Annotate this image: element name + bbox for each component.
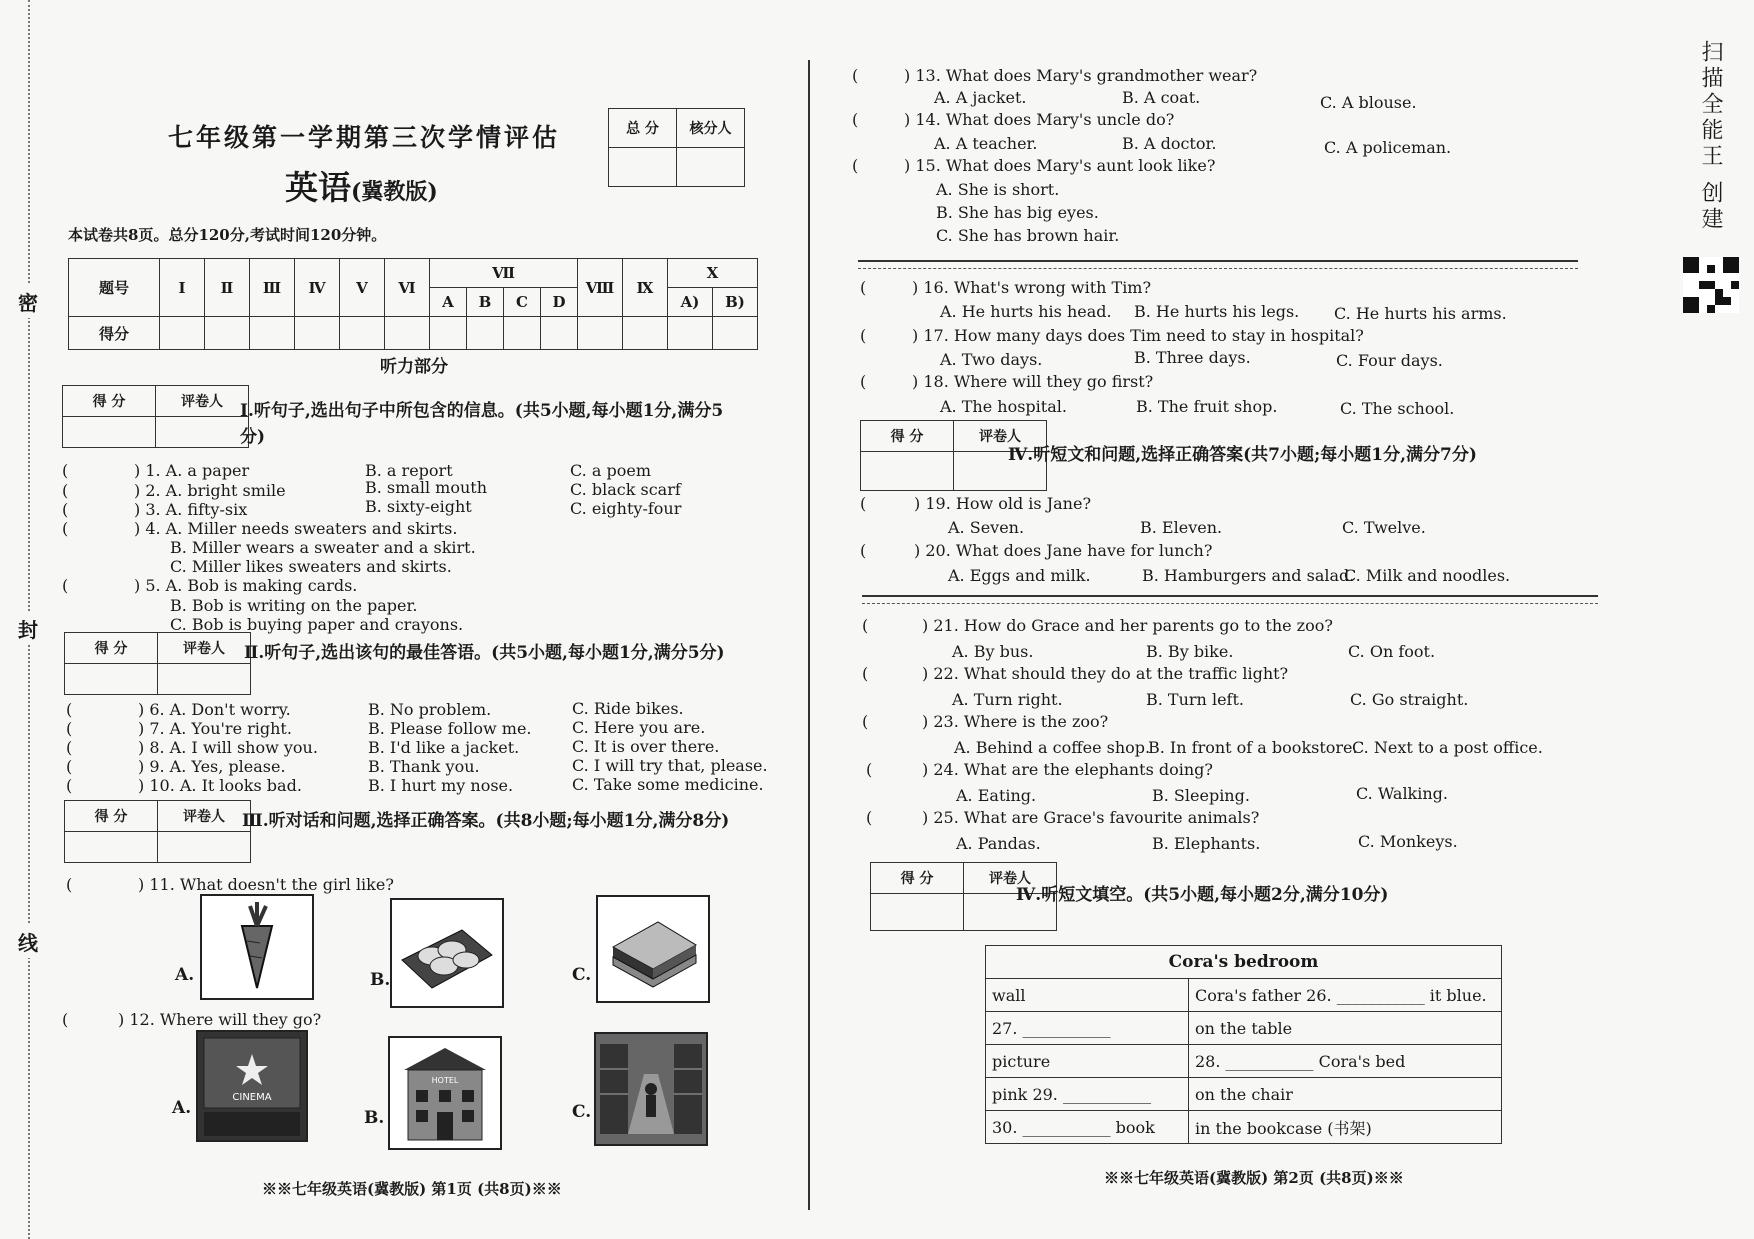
answer-paren[interactable]: ( bbox=[852, 110, 859, 129]
question-14 bbox=[852, 110, 1174, 129]
score-cell[interactable] bbox=[467, 317, 504, 350]
col-7d: D bbox=[541, 288, 578, 317]
grader-name-cell[interactable] bbox=[156, 417, 249, 448]
col-7a: A bbox=[430, 288, 467, 317]
pic-12-a-label: A. bbox=[172, 1098, 192, 1118]
carrot-image[interactable] bbox=[200, 894, 314, 1000]
col-5: V bbox=[340, 259, 385, 317]
checker-label: 核分人 bbox=[677, 109, 745, 148]
score-cell[interactable] bbox=[295, 317, 340, 350]
answer-paren[interactable]: ( bbox=[866, 808, 873, 827]
question-5 bbox=[62, 576, 357, 595]
section-3-heading: Ⅲ.听对话和问题,选择正确答案。(共8小题;每小题1分,满分8分) bbox=[242, 811, 730, 831]
grader-name-label: 评卷人 bbox=[158, 633, 251, 664]
grader-box-2 bbox=[64, 632, 251, 695]
question-17-text: ) 17. How many days does Tim need to stay in hospital? bbox=[912, 326, 1364, 345]
question-2-a: ) 2. A. bright smile bbox=[134, 481, 286, 500]
cora-blank-29[interactable]: pink 29. ___________ bbox=[986, 1078, 1189, 1111]
left-page bbox=[0, 0, 800, 1239]
question-15-a: A. She is short. bbox=[936, 180, 1060, 199]
answer-paren[interactable]: ( bbox=[860, 541, 867, 560]
sandwich-image[interactable] bbox=[596, 895, 710, 1003]
question-6-b: B. No problem. bbox=[368, 700, 492, 719]
question-25-b: B. Elephants. bbox=[1152, 834, 1261, 853]
question-5-c: C. Bob is buying paper and crayons. bbox=[170, 615, 464, 634]
subject-name: 英语 bbox=[285, 168, 351, 207]
answer-paren[interactable]: ( bbox=[62, 576, 69, 595]
answer-paren[interactable]: ( bbox=[62, 461, 69, 480]
grader-score-label: 得 分 bbox=[861, 421, 954, 452]
question-20-b: B. Hamburgers and salad. bbox=[1142, 566, 1355, 585]
question-23-c: C. Next to a post office. bbox=[1352, 738, 1543, 757]
question-17-c: C. Four days. bbox=[1336, 351, 1443, 370]
answer-paren[interactable]: ( bbox=[66, 875, 73, 894]
col-7b: B bbox=[467, 288, 504, 317]
score-table-header: 题号 bbox=[69, 259, 160, 317]
score-cell[interactable] bbox=[713, 317, 758, 350]
margin-char-xian: 线 bbox=[18, 925, 38, 958]
dumplings-icon bbox=[392, 900, 502, 1006]
section-divider-2 bbox=[862, 595, 1598, 604]
section-divider bbox=[858, 260, 1578, 269]
question-3-c: C. eighty-four bbox=[570, 499, 682, 518]
question-16 bbox=[860, 278, 1151, 297]
question-24-a: A. Eating. bbox=[956, 786, 1037, 805]
answer-paren[interactable]: ( bbox=[860, 494, 867, 513]
question-15-text: ) 15. What does Mary's aunt look like? bbox=[904, 156, 1216, 175]
question-22-text: ) 22. What should they do at the traffic light? bbox=[922, 664, 1289, 683]
section-2-heading: Ⅱ.听句子,选出该句的最佳答语。(共5小题,每小题1分,满分5分) bbox=[244, 643, 725, 663]
cinema-icon bbox=[198, 1032, 306, 1140]
question-13 bbox=[852, 66, 1257, 85]
cora-cell-chair: on the chair bbox=[1189, 1078, 1502, 1111]
margin-char-mi: 密 bbox=[18, 285, 38, 318]
col-8: Ⅷ bbox=[578, 259, 623, 317]
total-label: 总 分 bbox=[609, 109, 677, 148]
question-15-c: C. She has brown hair. bbox=[936, 226, 1120, 245]
answer-paren[interactable]: ( bbox=[66, 719, 73, 738]
answer-paren[interactable]: ( bbox=[62, 519, 69, 538]
pic-12-b-label: B. bbox=[364, 1108, 385, 1128]
cora-bedroom-table bbox=[985, 945, 1502, 1144]
exam-title: 七年级第一学期第三次学情评估 bbox=[168, 123, 561, 152]
col-10b: B) bbox=[713, 288, 758, 317]
grader-name-label: 评卷人 bbox=[954, 421, 1047, 452]
exam-subject bbox=[285, 162, 438, 209]
hotel-image[interactable] bbox=[388, 1036, 502, 1150]
question-21-a: A. By bus. bbox=[952, 642, 1034, 661]
question-25-text: ) 25. What are Grace's favourite animals? bbox=[922, 808, 1260, 827]
question-3-a: ) 3. A. fifty-six bbox=[134, 500, 248, 519]
col-10: X bbox=[668, 259, 758, 288]
question-2-b: B. small mouth bbox=[365, 478, 488, 497]
question-1-c: C. a poem bbox=[570, 461, 651, 480]
grader-name-cell[interactable] bbox=[158, 664, 251, 695]
footer-page-1: ※※七年级英语(冀教版) 第1页 (共8页)※※ bbox=[262, 1180, 562, 1198]
score-cell[interactable] bbox=[578, 317, 623, 350]
question-4-c: C. Miller likes sweaters and skirts. bbox=[170, 557, 452, 576]
cinema-image[interactable] bbox=[196, 1030, 308, 1142]
grader-score-cell[interactable] bbox=[871, 894, 964, 931]
question-14-text: ) 14. What does Mary's uncle do? bbox=[904, 110, 1175, 129]
grader-name-label: 评卷人 bbox=[156, 386, 249, 417]
question-8-b: B. I'd like a jacket. bbox=[368, 738, 520, 757]
grader-score-cell[interactable] bbox=[65, 832, 158, 863]
question-18 bbox=[860, 372, 1153, 391]
col-9: Ⅸ bbox=[623, 259, 668, 317]
exam-info: 本试卷共8页。总分120分,考试时间120分钟。 bbox=[68, 226, 387, 244]
question-8-a: ) 8. A. I will show you. bbox=[138, 738, 318, 757]
grader-score-cell[interactable] bbox=[65, 664, 158, 695]
answer-paren[interactable]: ( bbox=[862, 664, 869, 683]
question-25 bbox=[866, 808, 1259, 827]
question-19-b: B. Eleven. bbox=[1140, 518, 1223, 537]
question-4-b: B. Miller wears a sweater and a skirt. bbox=[170, 538, 476, 557]
question-11 bbox=[66, 875, 394, 894]
question-18-a: A. The hospital. bbox=[940, 397, 1067, 416]
grader-score-cell[interactable] bbox=[63, 417, 156, 448]
grader-box-1 bbox=[62, 385, 249, 448]
question-22 bbox=[862, 664, 1288, 683]
question-10-c: C. Take some medicine. bbox=[572, 775, 764, 794]
question-21-text: ) 21. How do Grace and her parents go to the zoo? bbox=[922, 616, 1333, 635]
question-14-c: C. A policeman. bbox=[1324, 138, 1452, 157]
question-24-b: B. Sleeping. bbox=[1152, 786, 1250, 805]
question-17-b: B. Three days. bbox=[1134, 348, 1251, 367]
checker-cell[interactable] bbox=[677, 148, 745, 187]
grader-name-label: 评卷人 bbox=[158, 801, 251, 832]
col-6: Ⅵ bbox=[385, 259, 430, 317]
score-cell[interactable] bbox=[250, 317, 295, 350]
grader-name-label: 评卷人 bbox=[964, 863, 1057, 894]
question-20-c: C. Milk and noodles. bbox=[1344, 566, 1511, 585]
question-16-text: ) 16. What's wrong with Tim? bbox=[912, 278, 1152, 297]
question-20-a: A. Eggs and milk. bbox=[948, 566, 1091, 585]
question-23 bbox=[862, 712, 1108, 731]
score-cell[interactable] bbox=[205, 317, 250, 350]
question-3 bbox=[62, 500, 247, 519]
score-cell[interactable] bbox=[541, 317, 578, 350]
question-20-text: ) 20. What does Jane have for lunch? bbox=[914, 541, 1213, 560]
listening-part-title: 听力部分 bbox=[380, 357, 448, 377]
question-14-a: A. A teacher. bbox=[934, 134, 1038, 153]
score-cell[interactable] bbox=[430, 317, 467, 350]
question-5-a: ) 5. A. Bob is making cards. bbox=[134, 576, 358, 595]
question-12 bbox=[62, 1010, 321, 1029]
footer-page-2: ※※七年级英语(冀教版) 第2页 (共8页)※※ bbox=[1104, 1169, 1404, 1187]
question-21-c: C. On foot. bbox=[1348, 642, 1436, 661]
question-22-c: C. Go straight. bbox=[1350, 690, 1469, 709]
cora-blank-28[interactable]: 28. ___________ Cora's bed bbox=[1189, 1045, 1502, 1078]
question-25-a: A. Pandas. bbox=[956, 834, 1041, 853]
question-19-text: ) 19. How old is Jane? bbox=[914, 494, 1092, 513]
answer-paren[interactable]: ( bbox=[62, 500, 69, 519]
col-1: I bbox=[160, 259, 205, 317]
question-4-a: ) 4. A. Miller needs sweaters and skirts. bbox=[134, 519, 458, 538]
question-2 bbox=[62, 481, 286, 500]
question-16-a: A. He hurts his head. bbox=[940, 302, 1112, 321]
question-8 bbox=[66, 738, 318, 757]
answer-paren[interactable]: ( bbox=[860, 326, 867, 345]
cora-blank-30[interactable]: 30. ___________ book bbox=[986, 1111, 1189, 1144]
score-cell[interactable] bbox=[340, 317, 385, 350]
question-11-text: ) 11. What doesn't the girl like? bbox=[138, 875, 394, 894]
score-cell[interactable] bbox=[504, 317, 541, 350]
question-7-c: C. Here you are. bbox=[572, 718, 706, 737]
question-23-text: ) 23. Where is the zoo? bbox=[922, 712, 1109, 731]
margin-char-feng: 封 bbox=[18, 612, 38, 645]
question-15-b: B. She has big eyes. bbox=[936, 203, 1099, 222]
question-10-a: ) 10. A. It looks bad. bbox=[138, 776, 302, 795]
question-10-b: B. I hurt my nose. bbox=[368, 776, 514, 795]
question-9 bbox=[66, 757, 286, 776]
question-7 bbox=[66, 719, 292, 738]
col-7c: C bbox=[504, 288, 541, 317]
pic-11-a-label: A. bbox=[175, 965, 195, 985]
pic-11-b-label: B. bbox=[370, 970, 391, 990]
question-24-c: C. Walking. bbox=[1356, 784, 1448, 803]
score-cell[interactable] bbox=[668, 317, 713, 350]
grader-name-cell[interactable] bbox=[158, 832, 251, 863]
supermarket-icon bbox=[596, 1034, 706, 1144]
score-cell[interactable] bbox=[385, 317, 430, 350]
question-1-a: ) 1. A. a paper bbox=[134, 461, 250, 480]
cora-table-caption: Cora's bedroom bbox=[986, 946, 1502, 979]
question-17-a: A. Two days. bbox=[940, 350, 1043, 369]
section-4-heading: Ⅳ.听短文和问题,选择正确答案(共7小题;每小题1分,满分7分) bbox=[1008, 445, 1477, 465]
question-9-c: C. I will try that, please. bbox=[572, 756, 768, 775]
question-23-a: A. Behind a coffee shop. bbox=[954, 738, 1151, 757]
subject-edition: (冀教版) bbox=[351, 179, 438, 205]
hotel-label: HOTEL bbox=[431, 1076, 459, 1085]
answer-paren[interactable]: ( bbox=[860, 372, 867, 391]
question-21-b: B. By bike. bbox=[1146, 642, 1234, 661]
sandwich-icon bbox=[598, 897, 708, 1001]
dumplings-image[interactable] bbox=[390, 898, 504, 1008]
section-5-heading: Ⅳ.听短文填空。(共5小题,每小题2分,满分10分) bbox=[1016, 885, 1389, 905]
question-13-b: B. A coat. bbox=[1122, 88, 1201, 107]
question-8-c: C. It is over there. bbox=[572, 737, 720, 756]
total-score-box bbox=[608, 108, 745, 187]
score-row-label: 得分 bbox=[69, 317, 160, 350]
carrot-icon bbox=[202, 896, 312, 998]
answer-paren[interactable]: ( bbox=[852, 66, 859, 85]
question-18-c: C. The school. bbox=[1340, 399, 1455, 418]
question-12-text: ) 12. Where will they go? bbox=[118, 1010, 322, 1029]
answer-paren[interactable]: ( bbox=[852, 156, 859, 175]
supermarket-image[interactable] bbox=[594, 1032, 708, 1146]
question-3-b: B. sixty-eight bbox=[365, 497, 472, 516]
answer-paren[interactable]: ( bbox=[860, 278, 867, 297]
question-1 bbox=[62, 461, 249, 480]
question-1-b: B. a report bbox=[365, 461, 453, 480]
col-10a: A) bbox=[668, 288, 713, 317]
question-2-c: C. black scarf bbox=[570, 480, 681, 499]
answer-paren[interactable]: ( bbox=[866, 760, 873, 779]
grader-score-cell[interactable] bbox=[861, 452, 954, 491]
cora-cell-bookcase: in the bookcase (书架) bbox=[1189, 1111, 1502, 1144]
question-13-text: ) 13. What does Mary's grandmother wear? bbox=[904, 66, 1258, 85]
answer-paren[interactable]: ( bbox=[66, 700, 73, 719]
col-3: Ⅲ bbox=[250, 259, 295, 317]
question-24-text: ) 24. What are the elephants doing? bbox=[922, 760, 1213, 779]
question-17 bbox=[860, 326, 1364, 345]
question-7-b: B. Please follow me. bbox=[368, 719, 532, 738]
pic-12-c-label: C. bbox=[572, 1102, 592, 1122]
question-20 bbox=[860, 541, 1212, 560]
question-19-c: C. Twelve. bbox=[1342, 518, 1426, 537]
question-7-a: ) 7. A. You're right. bbox=[138, 719, 292, 738]
question-9-b: B. Thank you. bbox=[368, 757, 480, 776]
question-16-c: C. He hurts his arms. bbox=[1334, 304, 1507, 323]
question-25-c: C. Monkeys. bbox=[1358, 832, 1458, 851]
question-14-b: B. A doctor. bbox=[1122, 134, 1217, 153]
grader-score-label: 得 分 bbox=[65, 633, 158, 664]
answer-paren[interactable]: ( bbox=[62, 481, 69, 500]
score-cell[interactable] bbox=[623, 317, 668, 350]
question-4 bbox=[62, 519, 457, 538]
question-19 bbox=[860, 494, 1091, 513]
answer-paren[interactable]: ( bbox=[62, 1010, 69, 1029]
question-16-b: B. He hurts his legs. bbox=[1134, 302, 1300, 321]
question-22-b: B. Turn left. bbox=[1146, 690, 1244, 709]
question-23-b: B. In front of a bookstore. bbox=[1148, 738, 1358, 757]
answer-paren[interactable]: ( bbox=[66, 757, 73, 776]
question-6-c: C. Ride bikes. bbox=[572, 699, 684, 718]
question-21 bbox=[862, 616, 1333, 635]
score-table bbox=[68, 258, 758, 350]
question-13-a: A. A jacket. bbox=[934, 88, 1027, 107]
question-13-c: C. A blouse. bbox=[1320, 93, 1417, 112]
question-18-text: ) 18. Where will they go first? bbox=[912, 372, 1154, 391]
cora-blank-26[interactable]: Cora's father 26. ___________ it blue. bbox=[1189, 979, 1502, 1012]
hotel-icon bbox=[390, 1038, 500, 1148]
question-6 bbox=[66, 700, 291, 719]
question-5-b: B. Bob is writing on the paper. bbox=[170, 596, 418, 615]
question-24 bbox=[866, 760, 1213, 779]
col-2: Ⅱ bbox=[205, 259, 250, 317]
total-score-cell[interactable] bbox=[609, 148, 677, 187]
question-15 bbox=[852, 156, 1215, 175]
col-7: Ⅶ bbox=[430, 259, 578, 288]
question-10 bbox=[66, 776, 302, 795]
grader-box-3 bbox=[64, 800, 251, 863]
cora-cell-picture: picture bbox=[986, 1045, 1189, 1078]
grader-score-label: 得 分 bbox=[63, 386, 156, 417]
grader-score-label: 得 分 bbox=[65, 801, 158, 832]
answer-paren[interactable]: ( bbox=[862, 616, 869, 635]
question-6-a: ) 6. A. Don't worry. bbox=[138, 700, 291, 719]
question-18-b: B. The fruit shop. bbox=[1136, 397, 1278, 416]
score-cell[interactable] bbox=[160, 317, 205, 350]
answer-paren[interactable]: ( bbox=[66, 776, 73, 795]
cora-blank-27[interactable]: 27. ___________ bbox=[986, 1012, 1189, 1045]
pic-11-c-label: C. bbox=[572, 965, 592, 985]
grader-score-label: 得 分 bbox=[871, 863, 964, 894]
col-4: Ⅳ bbox=[295, 259, 340, 317]
question-19-a: A. Seven. bbox=[948, 518, 1025, 537]
cinema-label: CINEMA bbox=[232, 1092, 272, 1103]
question-22-a: A. Turn right. bbox=[952, 690, 1063, 709]
cora-cell-table: on the table bbox=[1189, 1012, 1502, 1045]
question-9-a: ) 9. A. Yes, please. bbox=[138, 757, 286, 776]
section-1-heading: I.听句子,选出句子中所包含的信息。(共5小题,每小题1分,满分5分) bbox=[240, 401, 724, 447]
answer-paren[interactable]: ( bbox=[66, 738, 73, 757]
answer-paren[interactable]: ( bbox=[862, 712, 869, 731]
cora-cell-wall: wall bbox=[986, 979, 1189, 1012]
scanner-watermark: 扫描全能王 创建 bbox=[1698, 40, 1723, 233]
qr-code-icon[interactable] bbox=[1683, 257, 1739, 313]
